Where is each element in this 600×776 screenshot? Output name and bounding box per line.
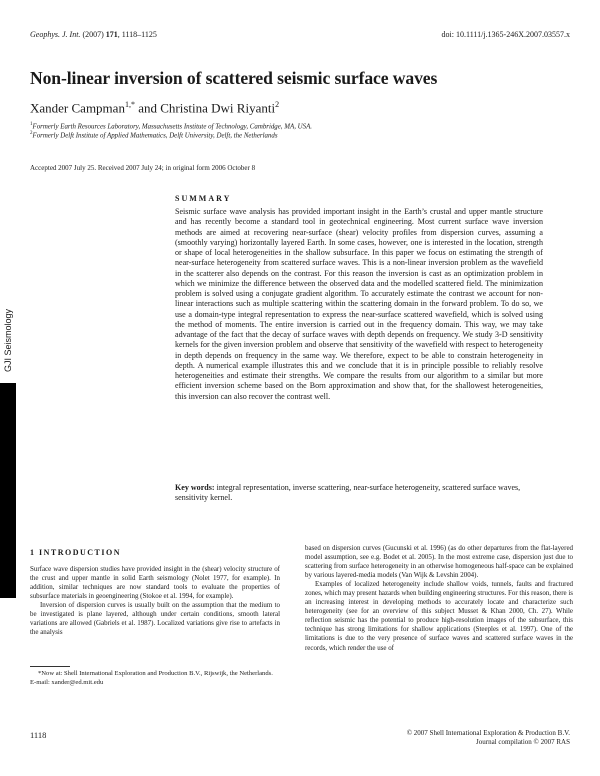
author-campman: Xander Campman	[30, 100, 125, 116]
intro-paragraph-2: Inversion of dispersion curves is usually built on the assumption that the medium to be investigated is plane layered, although under certain conditions, smooth lateral variations are allowed (Gabriels et al. 1987). Localized variations give rise to artefacts in the analysis	[30, 601, 280, 637]
section-side-label	[2, 300, 16, 380]
accepted-dates: Accepted 2007 July 25. Received 2007 July 24; in original form 2006 October 8	[30, 164, 256, 172]
doi-link[interactable]: doi: 10.1111/j.1365-246X.2007.03557.x	[441, 30, 570, 39]
journal-pages: , 1118–1125	[117, 30, 157, 39]
affiliation-1-mark: 1	[30, 122, 33, 127]
intro-paragraph-3: based on dispersion curves (Gucunski et al. 1996) (as do other departures from the flat-layered model assumption, see e.g. Bodet et al. 2005). In the most extreme case, dispersion just due to scattering from surface heterogeneity in an otherwise homogeneous half-space can be explained by various layered-media models (Van Wijk & Levshin 2004).	[305, 544, 573, 580]
introduction-heading: 1 INTRODUCTION	[30, 548, 122, 557]
side-tab-bar	[0, 383, 16, 598]
keywords-text: integral representation, inverse scattering, near-surface heterogeneity, scattered surface waves, sensitivity kernel.	[175, 483, 521, 503]
affiliation-2-mark: 2	[30, 131, 33, 136]
intro-paragraph-4: Examples of localized heterogeneity include shallow voids, tunnels, faults and fractured zones, which may present hazards when building engineering structures. For this reason, there is an increasing interest in developing methods to accurately locate and characterize such heterogeneity (see for an overview of this subject Musset & Khan 2000, Ch. 27). While reflection seismic has the potential to produce high-resolution images of the subsurface, this technique has strong limitations for shallow applications (Steeples et al. 1997). One of the limitations is due to the very presence of surface waves and scattered surface waves in the records, which render the use of	[305, 580, 573, 652]
affiliation-2	[30, 131, 278, 139]
footnote-divider	[30, 666, 70, 667]
summary-text: Seismic surface wave analysis has provided important insight in the Earth’s crustal and upper mantle structure and has recently become a standard tool in geotechnical engineering. Most current surface wave inversion methods are aimed at recovering near-surface (shear) velocity profiles from dispersion curves, assuming a (smoothly varying) horizontally layered Earth. In some cases, however, one is interested in the location, strength or shape of local heterogeneities in the shallow subsurface. In this paper we focus on estimating the strength of near-surface heterogeneity from scattered surface waves. This is a non-linear inversion problem as the wavefield in the scatterer also depends on the contrast. For this reason the inversion is cast as an optimization problem in which we minimize the difference between the observed data and the modelled scattered field. The minimization problem is solved using a conjugate gradient algorithm. To accurately estimate the contrast we account for non-linear interactions such as multiple scattering within the scattering domain in the forward problem. To do so, we use a domain-type integral representation to express the near-surface scattered wavefield, which is solved using the method of moments. The entire inversion is carried out in the frequency domain. This way, we may take advantage of the fact that the decay of surface waves with depth depends on frequency. We study 3-D sensitivity kernels for the given inversion problem and observe that sensitivity of the wavefield with respect to heterogeneity in depth depends on frequency in the same way. We therefore, expect to be able to constrain heterogeneity in depth. A numerical example illustrates this and we conclude that it is in principle possible to reliably resolve heterogeneities and estimate their strengths. We compare the results from our algorithm to a similar but more efficient inversion scheme based on the Born approximation and show that, for the shallowest heterogeneities, this inversion can also recover the contrast well.	[175, 207, 543, 401]
author-riyanti-marks: 2	[275, 100, 280, 109]
copyright-line-2: Journal compilation © 2007 RAS	[476, 738, 570, 746]
author-riyanti: Christina Dwi Riyanti	[160, 100, 276, 116]
side-label-text: GJI Seismology	[3, 308, 13, 372]
page-number: 1118	[30, 730, 47, 740]
paper-title: Non-linear inversion of scattered seismic surface waves	[30, 68, 438, 88]
author-line	[30, 100, 279, 116]
summary-heading: SUMMARY	[175, 194, 232, 203]
journal-year: (2007)	[82, 30, 104, 39]
keywords-label: Key words:	[175, 483, 215, 492]
intro-paragraph-1: Surface wave dispersion studies have provided insight in the (shear) velocity structure of the crust and upper mantle in solid Earth seismology (Nolet 1977, for example). In addition, similar techniques are now standard tools to evaluate the properties of subsurface materials in geoengineering (Stokoe et al. 1994, for example).	[30, 565, 280, 601]
affiliation-1	[30, 122, 312, 130]
footnote-text: *Now at: Shell International Exploration and Production B.V., Rijswijk, the Netherlands. E-mail: xander@ed.mit.edu	[30, 670, 273, 686]
keywords	[175, 483, 543, 504]
copyright-line-1: © 2007 Shell International Exploration & Production B.V.	[406, 729, 570, 737]
affiliation-2-text: Formerly Delft Institute of Applied Mathematics, Delft University, Delft, the Netherlands	[32, 132, 278, 140]
author-conjunction: and	[134, 100, 161, 116]
journal-volume: 171	[105, 30, 118, 39]
right-column	[305, 544, 573, 653]
journal-name: Geophys. J. Int.	[30, 30, 81, 39]
author-campman-marks: 1,*	[124, 100, 135, 109]
copyright-block	[407, 729, 570, 747]
left-column	[30, 565, 280, 637]
footnote	[30, 670, 280, 687]
affiliation-1-text: Formerly Earth Resources Laboratory, Massachusetts Institute of Technology, Cambridge, MA, USA.	[32, 123, 312, 131]
running-header-citation	[30, 30, 157, 39]
